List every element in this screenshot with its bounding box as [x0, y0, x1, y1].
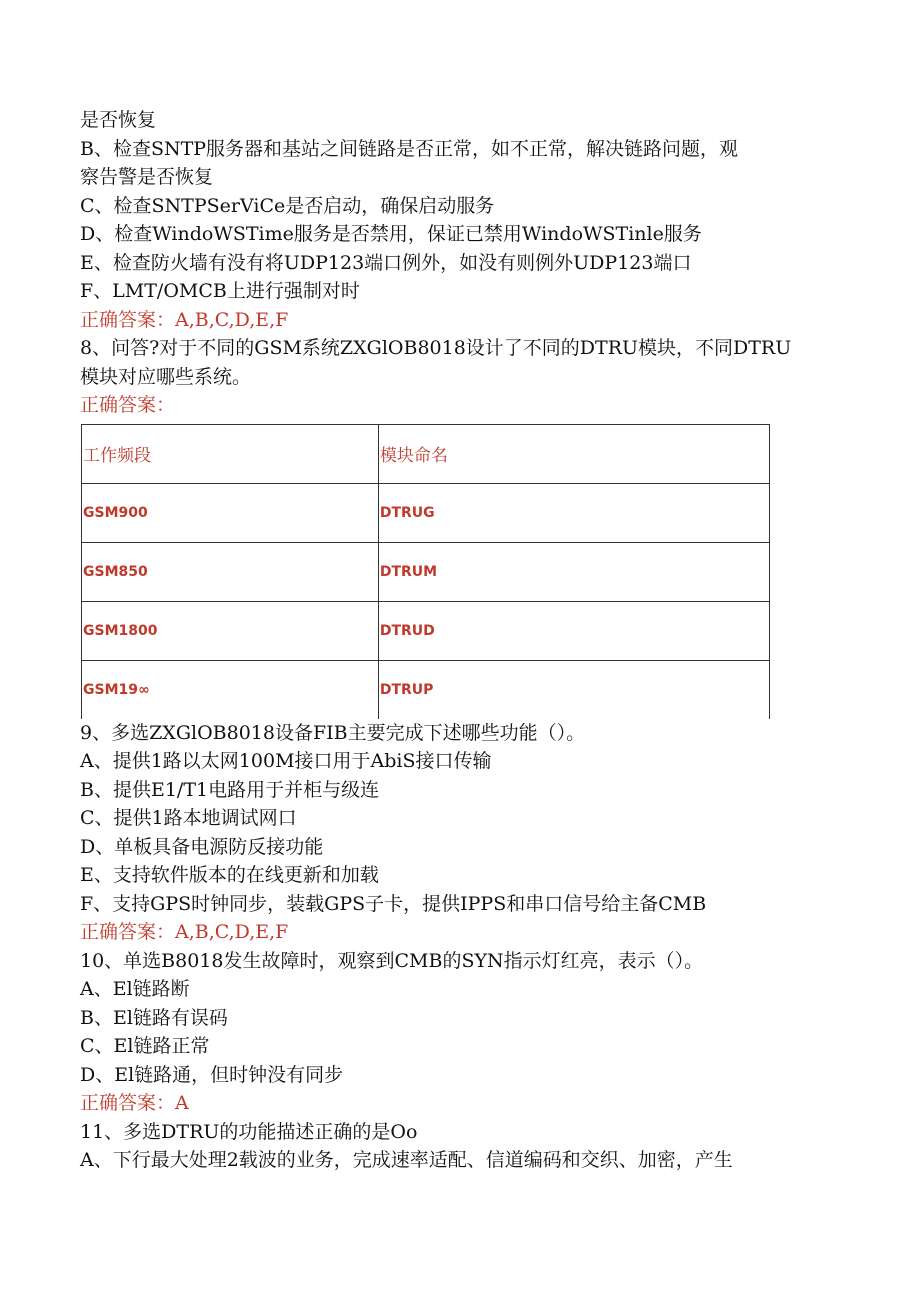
frequency-module-table: [81, 424, 770, 719]
table-header-row: [82, 424, 770, 483]
text-line: D、El链路通，但时钟没有同步: [80, 1063, 344, 1086]
answer-line: 正确答案：A: [80, 1092, 189, 1114]
frequency-band-cell: GSM850: [82, 542, 379, 601]
module-name-cell: DTRUG: [378, 483, 769, 542]
text-line: 察告警是否恢复: [80, 166, 214, 188]
module-name-cell: DTRUD: [378, 601, 769, 660]
table-row: [82, 660, 770, 719]
text-line: B、提供E1/T1电路用于并柜与级连: [80, 778, 380, 801]
frequency-band-cell: GSM1800: [82, 601, 379, 660]
text-line: E、支持软件版本的在线更新和加载: [80, 864, 379, 886]
answer-line: 正确答案：A,B,C,D,E,F: [80, 921, 289, 943]
text-line: C、提供1路本地调试网口: [80, 807, 297, 829]
text-line: B、检查SNTP服务器和基站之间链路是否正常，如不正常，解决链路问题，观: [80, 137, 739, 160]
text-line: 模块对应哪些系统。: [80, 365, 252, 388]
frequency-band-cell: GSM900: [82, 483, 379, 542]
text-line: D、检查WindoWSTime服务是否禁用，保证已禁用WindoWSTinle服务: [80, 223, 702, 245]
table-header-cell: 模块命名: [378, 424, 769, 483]
text-line: A、下行最大处理2载波的业务，完成速率适配、信道编码和交织、加密，产生: [80, 1149, 733, 1171]
text-line: A、El链路断: [80, 978, 190, 1000]
text-block-after-table: [80, 719, 840, 1175]
table-header-cell: 工作频段: [82, 424, 379, 483]
text-line: B、El链路有误码: [80, 1006, 228, 1029]
table-row: [82, 483, 770, 542]
text-line: 11、多选DTRU的功能描述正确的是Oo: [80, 1120, 418, 1143]
table-row: [82, 601, 770, 660]
text-line: F、支持GPS时钟同步，装载GPS子卡，提供IPPS和串口信号给主备CMB: [80, 892, 707, 915]
text-line: 是否恢复: [80, 109, 157, 131]
text-line: 9、多选ZXGlOB8018设备FIB主要完成下述哪些功能（）。: [80, 721, 586, 744]
text-line: C、El链路正常: [80, 1035, 210, 1057]
text-line: C、检查SNTPSerViCe是否启动，确保启动服务: [80, 194, 495, 217]
text-line: 10、单选B8018发生故障时，观察到CMB的SYN指示灯红亮，表示（）。: [80, 949, 704, 972]
text-line: 8、问答?对于不同的GSM系统ZXGlOB8018设计了不同的DTRU模块，不同DTRU: [80, 337, 792, 359]
text-line: A、提供1路以太网100M接口用于AbiS接口传输: [80, 750, 492, 772]
text-line: E、检查防火墙有没有将UDP123端口例外，如没有则例外UDP123端口: [80, 251, 692, 274]
text-line: F、LMT/OMCB上进行强制对时: [80, 280, 360, 302]
answer-line: 正确答案：: [80, 394, 176, 416]
table-row: [82, 542, 770, 601]
frequency-band-cell: GSM19∞: [82, 660, 379, 719]
text-line: D、单板具备电源防反接功能: [80, 835, 324, 858]
answer-line: 正确答案：A,B,C,D,E,F: [80, 308, 289, 331]
module-name-cell: DTRUP: [378, 660, 769, 719]
document-page: [80, 106, 840, 1175]
module-name-cell: DTRUM: [378, 542, 769, 601]
text-block-before-table: [80, 106, 840, 420]
